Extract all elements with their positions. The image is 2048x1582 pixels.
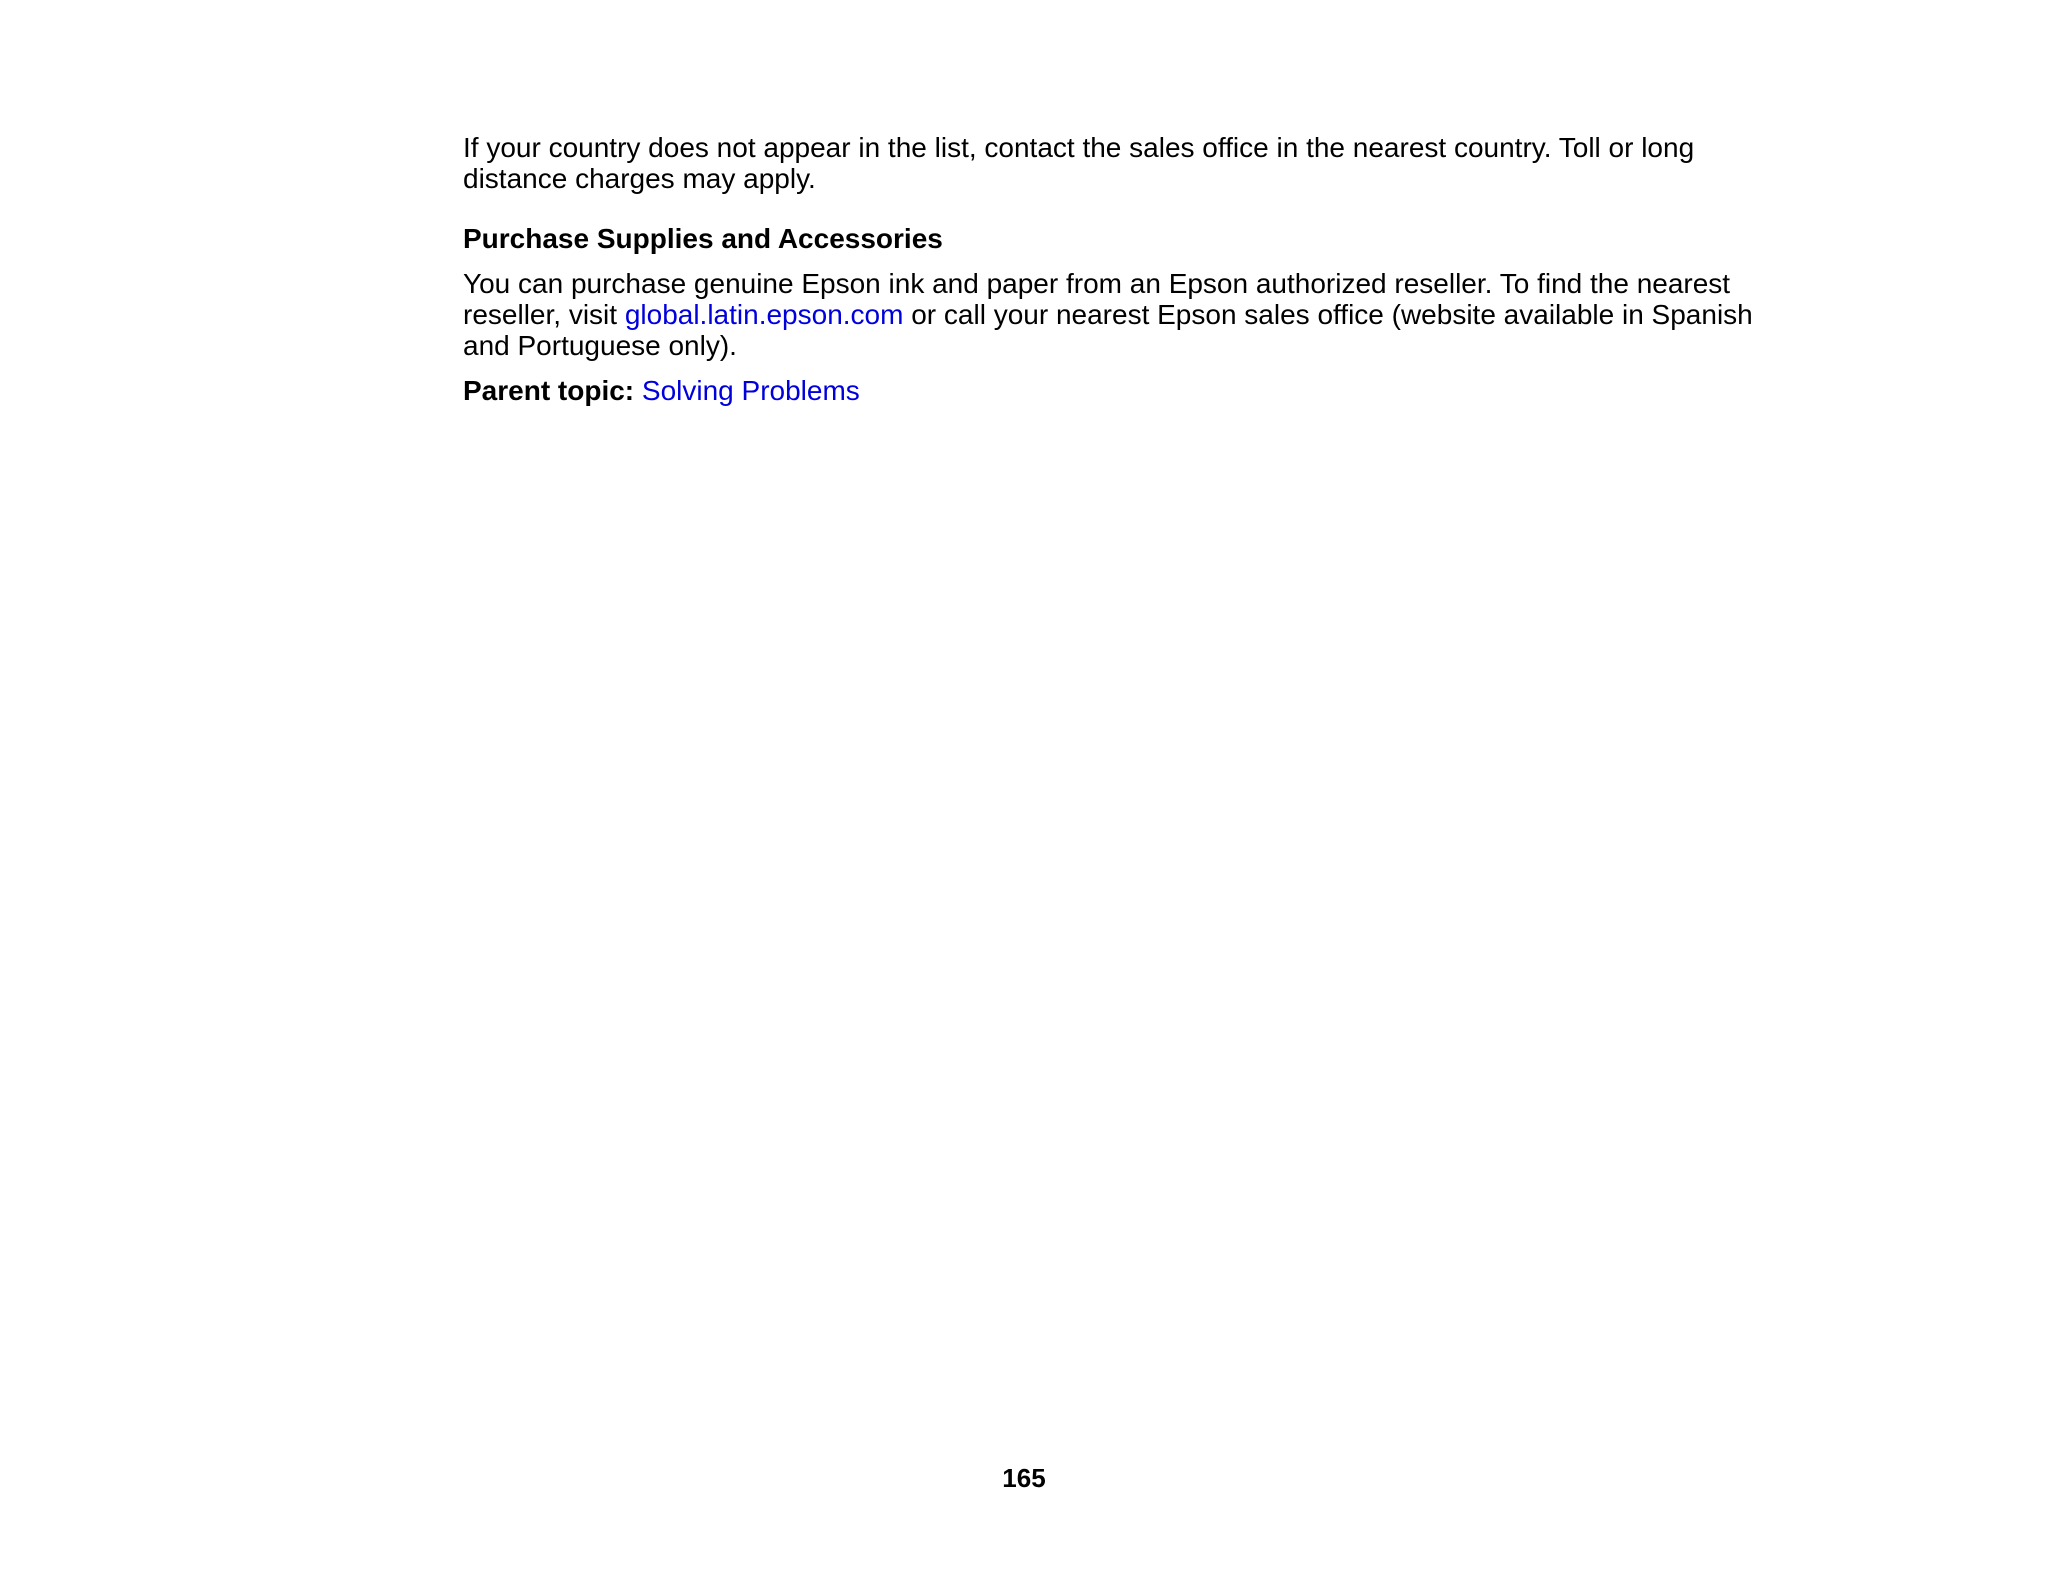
document-body (463, 132, 1803, 406)
intro-paragraph: If your country does not appear in the list, contact the sales office in the nearest country. Toll or long distance charges may apply. (463, 132, 1695, 194)
parent-topic (463, 375, 1803, 406)
purchase-text-after-link: or call your nearest Epson sales office (website available in Spanish and Portuguese only). (463, 299, 1753, 361)
purchase-text-before-link: You can purchase genuine Epson ink and paper from an Epson authorized reseller. To find the nearest reseller, visit (463, 268, 1731, 330)
purchase-paragraph (463, 268, 1803, 361)
epson-website-link[interactable]: global.latin.epson.com (624, 299, 904, 330)
parent-topic-link[interactable]: Solving Problems (641, 375, 860, 406)
page-number: 165 (1002, 1463, 1046, 1493)
section-heading: Purchase Supplies and Accessories (463, 223, 943, 254)
parent-topic-label: Parent topic: (463, 375, 635, 406)
